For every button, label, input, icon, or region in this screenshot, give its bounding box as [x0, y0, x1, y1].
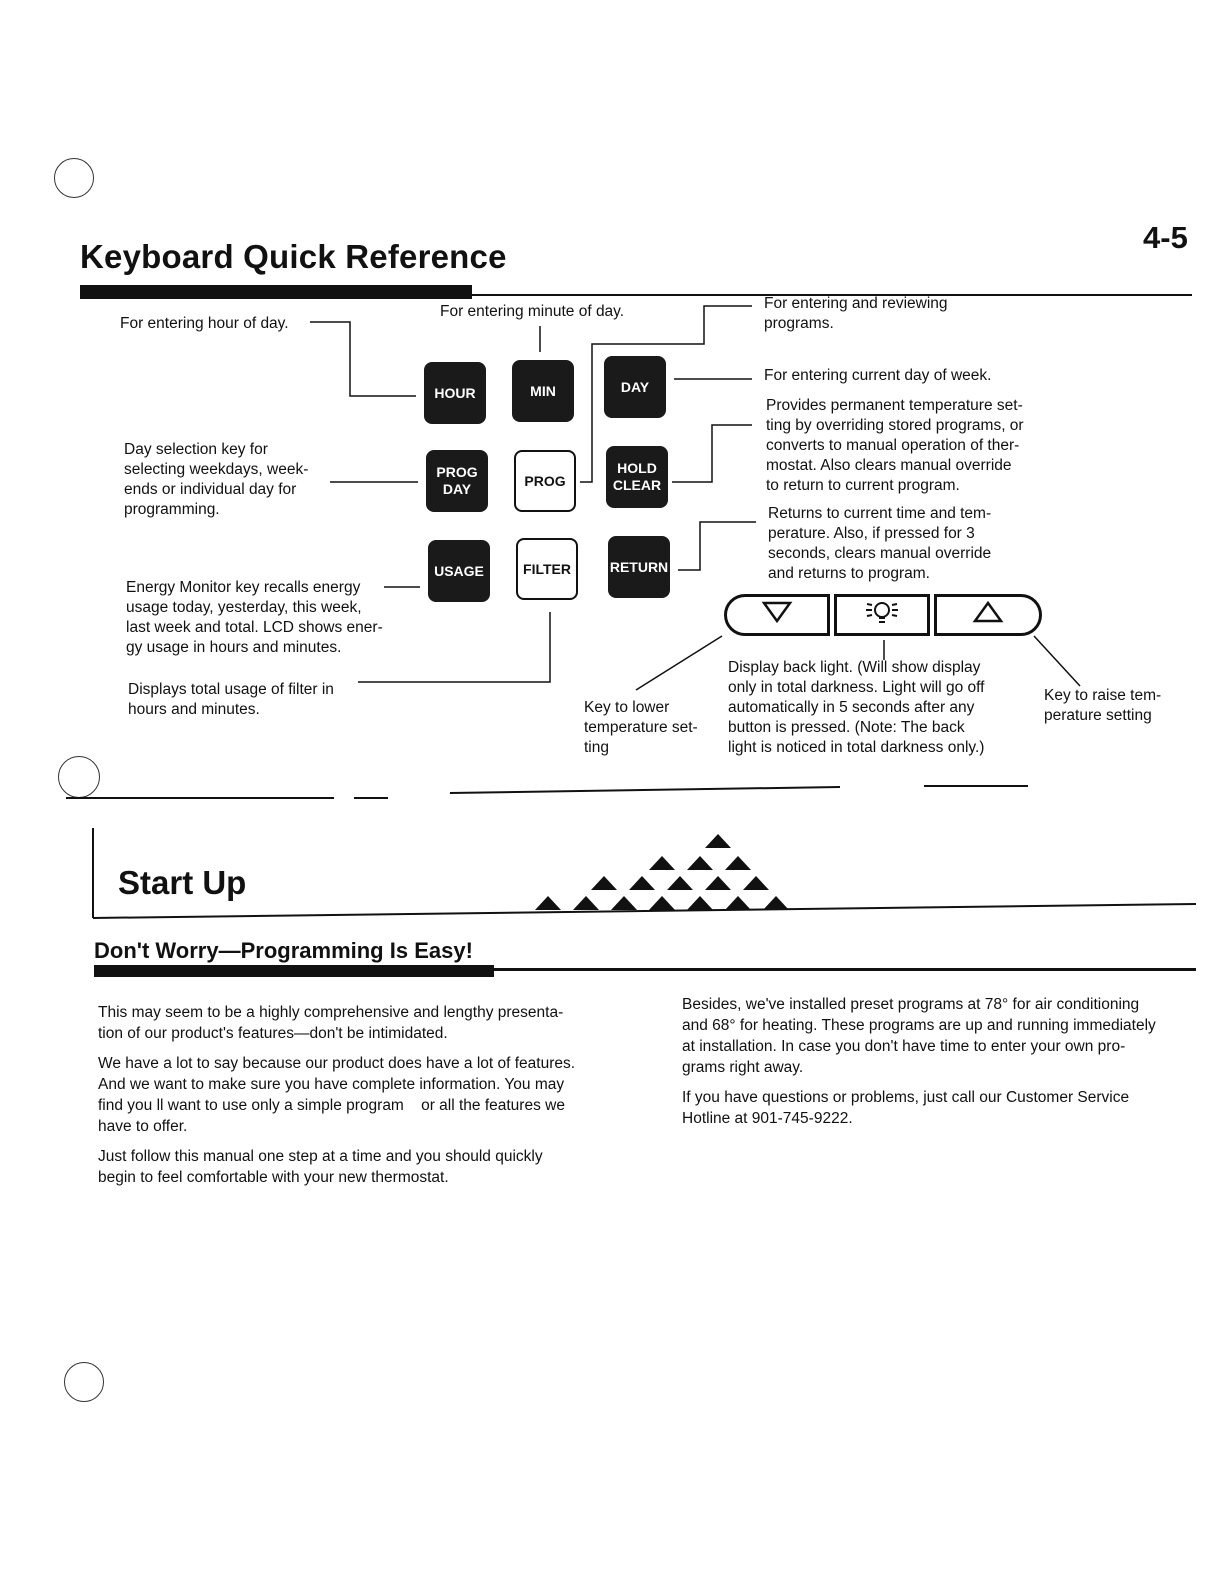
paragraph: [682, 994, 1212, 1078]
text-line: We have a lot to say because our product does have a lot of features.: [98, 1055, 576, 1072]
triangle: [667, 876, 693, 890]
callout-prog-day: [124, 440, 308, 520]
page-number: 4-5: [1143, 220, 1188, 255]
callout-raise: [1044, 686, 1161, 726]
key-label: DAY: [620, 378, 650, 395]
startup-subheading: Don't Worry—Programming Is Easy!: [94, 938, 473, 963]
callout-line: Key to lower: [584, 699, 670, 716]
leader-hold: [672, 425, 752, 482]
callout-line: ends or individual day for: [124, 481, 297, 498]
startup-title: Start Up: [118, 864, 247, 901]
text-line: Hotline at 901-745-9222.: [682, 1110, 853, 1127]
text-line: And we want to make sure you have complete information. You may: [98, 1076, 565, 1093]
callout-line: Returns to current time and tem-: [768, 505, 992, 522]
triangle: [725, 856, 751, 870]
callout-line: hours and minutes.: [128, 701, 260, 718]
triangle: [629, 876, 655, 890]
callout-line: perature. Also, if pressed for 3: [768, 525, 975, 542]
callout-line: last week and total. LCD shows ener-: [126, 619, 383, 636]
text-line: grams right away.: [682, 1059, 804, 1076]
callout-line: perature setting: [1044, 707, 1152, 724]
callout-line: Display back light. (Will show display: [728, 659, 981, 676]
callout-line: automatically in 5 seconds after any: [728, 699, 975, 716]
callout-line: Provides permanent temperature set-: [766, 397, 1023, 414]
callout-hold: [766, 396, 1024, 496]
callout-line: button is pressed. (Note: The back: [728, 719, 965, 736]
text-line: find you ll want to use only a simple program or all the features we: [98, 1097, 565, 1114]
subheading-rule: [494, 968, 1196, 971]
callout-line: For entering and reviewing: [764, 295, 948, 312]
min-key[interactable]: [512, 360, 574, 422]
callout-minute: For entering minute of day.: [440, 303, 625, 320]
callout-backlight: [728, 658, 984, 758]
paragraph: [98, 1002, 628, 1044]
paragraph: [682, 1087, 1212, 1129]
triangle: [763, 896, 789, 910]
filter-key[interactable]: [516, 538, 578, 600]
down-triangle-icon: [761, 600, 793, 631]
text-line: Besides, we've installed preset programs at 78° for air conditioning: [682, 996, 1140, 1013]
callout-line: Day selection key for: [124, 441, 268, 458]
callout-line: to return to current program.: [766, 477, 960, 494]
triangle: [591, 876, 617, 890]
usage-key[interactable]: [428, 540, 490, 602]
triangle-decoration: [535, 834, 789, 910]
up-triangle-icon: [972, 600, 1004, 631]
callout-line: ting: [584, 739, 609, 756]
callout-line: selecting weekdays, week-: [124, 461, 309, 478]
triangle: [573, 896, 599, 910]
callout-line: light is noticed in total darkness only.): [728, 739, 985, 756]
left-column: [98, 1002, 628, 1188]
leader-lower: [636, 636, 722, 690]
return-key[interactable]: [608, 536, 670, 598]
text-line: begin to feel comfortable with your new thermostat.: [98, 1169, 449, 1186]
text-line: Just follow this manual one step at a time and you should quickly: [98, 1148, 543, 1165]
callout-return: [768, 504, 991, 584]
paragraph: [98, 1146, 628, 1188]
triangle: [649, 856, 675, 870]
subheading-bar: [94, 965, 494, 977]
backlight-button[interactable]: [834, 594, 930, 636]
callout-line: gy usage in hours and minutes.: [126, 639, 342, 656]
callout-hour: For entering hour of day.: [120, 315, 289, 332]
day-key[interactable]: [604, 356, 666, 418]
right-column: [682, 994, 1212, 1129]
triangle: [535, 896, 561, 910]
leader-raise: [1034, 636, 1080, 686]
key-label: HOUR: [434, 384, 476, 401]
triangle: [743, 876, 769, 890]
callout-line: Energy Monitor key recalls energy: [126, 579, 361, 596]
leader-hour: [310, 322, 416, 396]
paragraph: [98, 1053, 628, 1137]
temp-down-button[interactable]: [724, 594, 830, 636]
key-label: MIN: [530, 382, 556, 399]
hour-key[interactable]: [424, 362, 486, 424]
text-line: tion of our product's features—don't be intimidated.: [98, 1025, 448, 1042]
key-label: PROG: [524, 472, 566, 489]
key-label: HOLD: [617, 460, 657, 476]
key-label: RETURN: [609, 558, 669, 575]
key-label: DAY: [442, 481, 472, 497]
light-bulb-icon: [862, 598, 902, 633]
callout-day: For entering current day of week.: [764, 367, 992, 384]
callout-line: Displays total usage of filter in: [128, 681, 334, 698]
key-label: FILTER: [523, 560, 571, 577]
separator-3: [450, 787, 840, 793]
callout-line: only in total darkness. Light will go off: [728, 679, 985, 696]
text-line: at installation. In case you don't have time to enter your own pro-: [682, 1038, 1126, 1055]
triangle: [687, 856, 713, 870]
key-label: PROG: [436, 464, 478, 480]
callout-line: converts to manual operation of ther-: [766, 437, 1020, 454]
callout-line: seconds, clears manual override: [768, 545, 992, 562]
callout-line: Key to raise tem-: [1044, 687, 1162, 704]
text-line: and 68° for heating. These programs are up and running immediately: [682, 1017, 1156, 1034]
triangle: [611, 896, 637, 910]
triangle: [687, 896, 713, 910]
key-label: CLEAR: [612, 477, 662, 493]
triangle: [705, 876, 731, 890]
triangle: [649, 896, 675, 910]
text-line: This may seem to be a highly comprehensive and lengthy presenta-: [98, 1004, 564, 1021]
callout-line: ting by overriding stored programs, or: [766, 417, 1024, 434]
prog-key[interactable]: [514, 450, 576, 512]
triangle: [725, 896, 751, 910]
text-line: If you have questions or problems, just call our Customer Service: [682, 1089, 1130, 1106]
callout-line: programs.: [764, 315, 834, 332]
callout-filter: [128, 680, 334, 720]
text-line: have to offer.: [98, 1118, 188, 1135]
leader-filter: [358, 612, 550, 682]
callout-usage: [126, 578, 383, 658]
startup-frame-bottom: [93, 904, 1196, 918]
leader-return: [678, 522, 756, 570]
hold-clear-key[interactable]: [606, 446, 668, 508]
callout-line: usage today, yesterday, this week,: [126, 599, 362, 616]
key-label: USAGE: [434, 562, 484, 579]
callout-line: temperature set-: [584, 719, 698, 736]
callout-lower: [584, 698, 698, 758]
callout-line: programming.: [124, 501, 220, 518]
triangle: [705, 834, 731, 848]
section-title: Keyboard Quick Reference: [80, 238, 507, 275]
callout-line: mostat. Also clears manual override: [766, 457, 1012, 474]
prog-day-key[interactable]: [426, 450, 488, 512]
callout-line: and returns to program.: [768, 565, 930, 582]
temp-up-button[interactable]: [934, 594, 1042, 636]
callout-prog: [764, 294, 948, 334]
